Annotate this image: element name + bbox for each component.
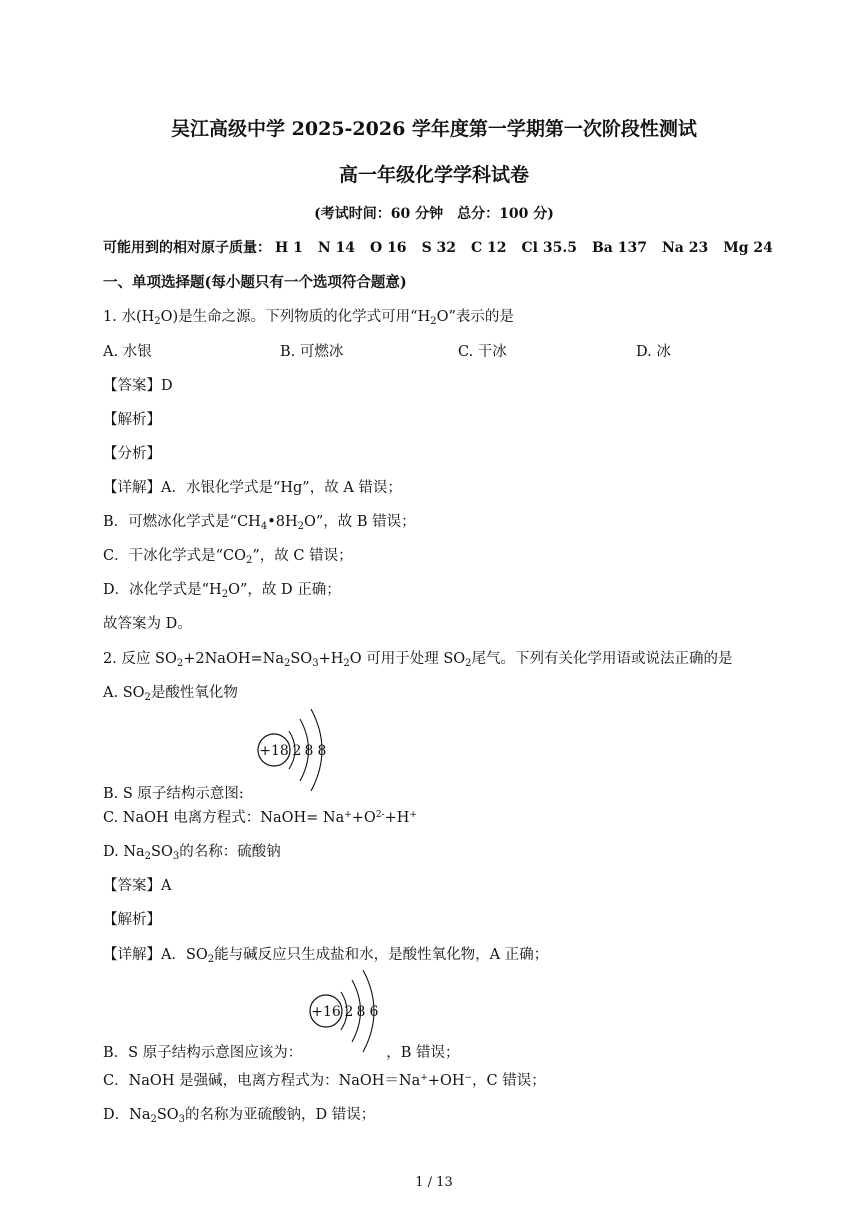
atom-structure-diagram-ar bbox=[255, 706, 335, 796]
atomic-masses bbox=[103, 237, 773, 257]
nucleus-charge: +16 bbox=[311, 1004, 341, 1020]
q2-jiexi: 【解析】 bbox=[103, 912, 161, 928]
q1-option-c: C. 干冰 bbox=[458, 344, 507, 360]
q2-answer: 【答案】A bbox=[103, 878, 172, 894]
q1-detail-a: 【详解】A．水银化学式是“Hg”，故 A 错误； bbox=[103, 480, 402, 496]
mass-o: O 16 bbox=[370, 240, 407, 256]
q1-fenxi: 【分析】 bbox=[103, 446, 161, 462]
q2-stem: 2. 反应 $SO_2+2NaOH=Na_2SO_3+H_2O$ 可用于处理 $SO_2$尾气。下列有关化学用语或说法正确的是 bbox=[103, 651, 733, 669]
q1-option-a: A. 水银 bbox=[103, 344, 152, 360]
q1-detail-c: C．干冰化学式是“$CO_2$”，故 C 错误； bbox=[103, 548, 353, 566]
q2-detail-c: C．NaOH 是强碱，电离方程式为：NaOH＝Na++OH−，C 错误； bbox=[103, 1073, 546, 1089]
q1-option-b: B. 可燃冰 bbox=[280, 344, 344, 360]
shell-electrons-1: 2 bbox=[292, 743, 302, 759]
mass-n: N 14 bbox=[317, 240, 355, 256]
nucleus-charge: +18 bbox=[259, 743, 289, 759]
exam-info: (考试时间：60 分钟 总分：100 分) bbox=[314, 206, 554, 222]
mass-mg: Mg 24 bbox=[723, 240, 773, 256]
shell-electrons-1: 2 bbox=[344, 1004, 354, 1020]
section-heading: 一、单项选择题(每小题只有一个选项符合题意) bbox=[103, 274, 407, 291]
q1-detail-d: D．冰化学式是“$H_2O$”，故 D 正确； bbox=[103, 582, 341, 600]
q1-stem: 1. 水$(H_2O)$是生命之源。下列物质的化学式可用“$H_2O$”表示的是 bbox=[103, 309, 514, 327]
q2-detail-b: B．S 原子结构示意图应该为： ，B 错误； bbox=[103, 1045, 460, 1061]
atomic-masses-label: 可能用到的相对原子质量： bbox=[103, 240, 271, 256]
mass-ba: Ba 137 bbox=[591, 240, 647, 256]
q1-jiexi: 【解析】 bbox=[103, 412, 161, 428]
q1-option-d: D. 冰 bbox=[636, 344, 671, 360]
q1-detail-b: B．可燃冰化学式是“$CH_4•8H_2O$”，故 B 错误； bbox=[103, 514, 416, 532]
mass-s: S 32 bbox=[421, 240, 457, 256]
shell-electrons-2: 8 bbox=[304, 743, 314, 759]
q2-detail-d: D．$Na_2SO_3$的名称为亚硫酸钠，D 错误； bbox=[103, 1107, 376, 1125]
mass-na: Na 23 bbox=[661, 240, 709, 256]
shell-electrons-3: 8 bbox=[317, 743, 327, 759]
shell-electrons-2: 8 bbox=[356, 1004, 366, 1020]
mass-cl: Cl 35.5 bbox=[521, 240, 577, 256]
q2-detail-a: 【详解】A．$SO_2$能与碱反应只生成盐和水，是酸性氧化物，A 正确； bbox=[103, 947, 549, 965]
mass-c: C 12 bbox=[471, 240, 507, 256]
mass-h: H 1 bbox=[275, 240, 303, 256]
q1-answer: 【答案】D bbox=[103, 378, 173, 394]
exam-subtitle: 高一年级化学学科试卷 bbox=[338, 164, 529, 186]
exam-title: 吴江高级中学 2025-2026 学年度第一学期第一次阶段性测试 bbox=[171, 118, 697, 140]
page-number: 1 / 13 bbox=[415, 1175, 453, 1190]
q2-option-d: D. $Na_2SO_3$的名称：硫酸钠 bbox=[103, 844, 281, 862]
q2-option-c: C. NaOH 电离方程式：NaOH= $Na^++O^{2-}+H^+$ bbox=[103, 810, 417, 826]
q1-conclusion: 故答案为 D。 bbox=[103, 616, 192, 632]
shell-electrons-3: 6 bbox=[369, 1004, 379, 1020]
q2-option-a: A. $SO_2$是酸性氧化物 bbox=[103, 685, 238, 703]
q2-option-b: B. S 原子结构示意图: bbox=[103, 786, 244, 802]
